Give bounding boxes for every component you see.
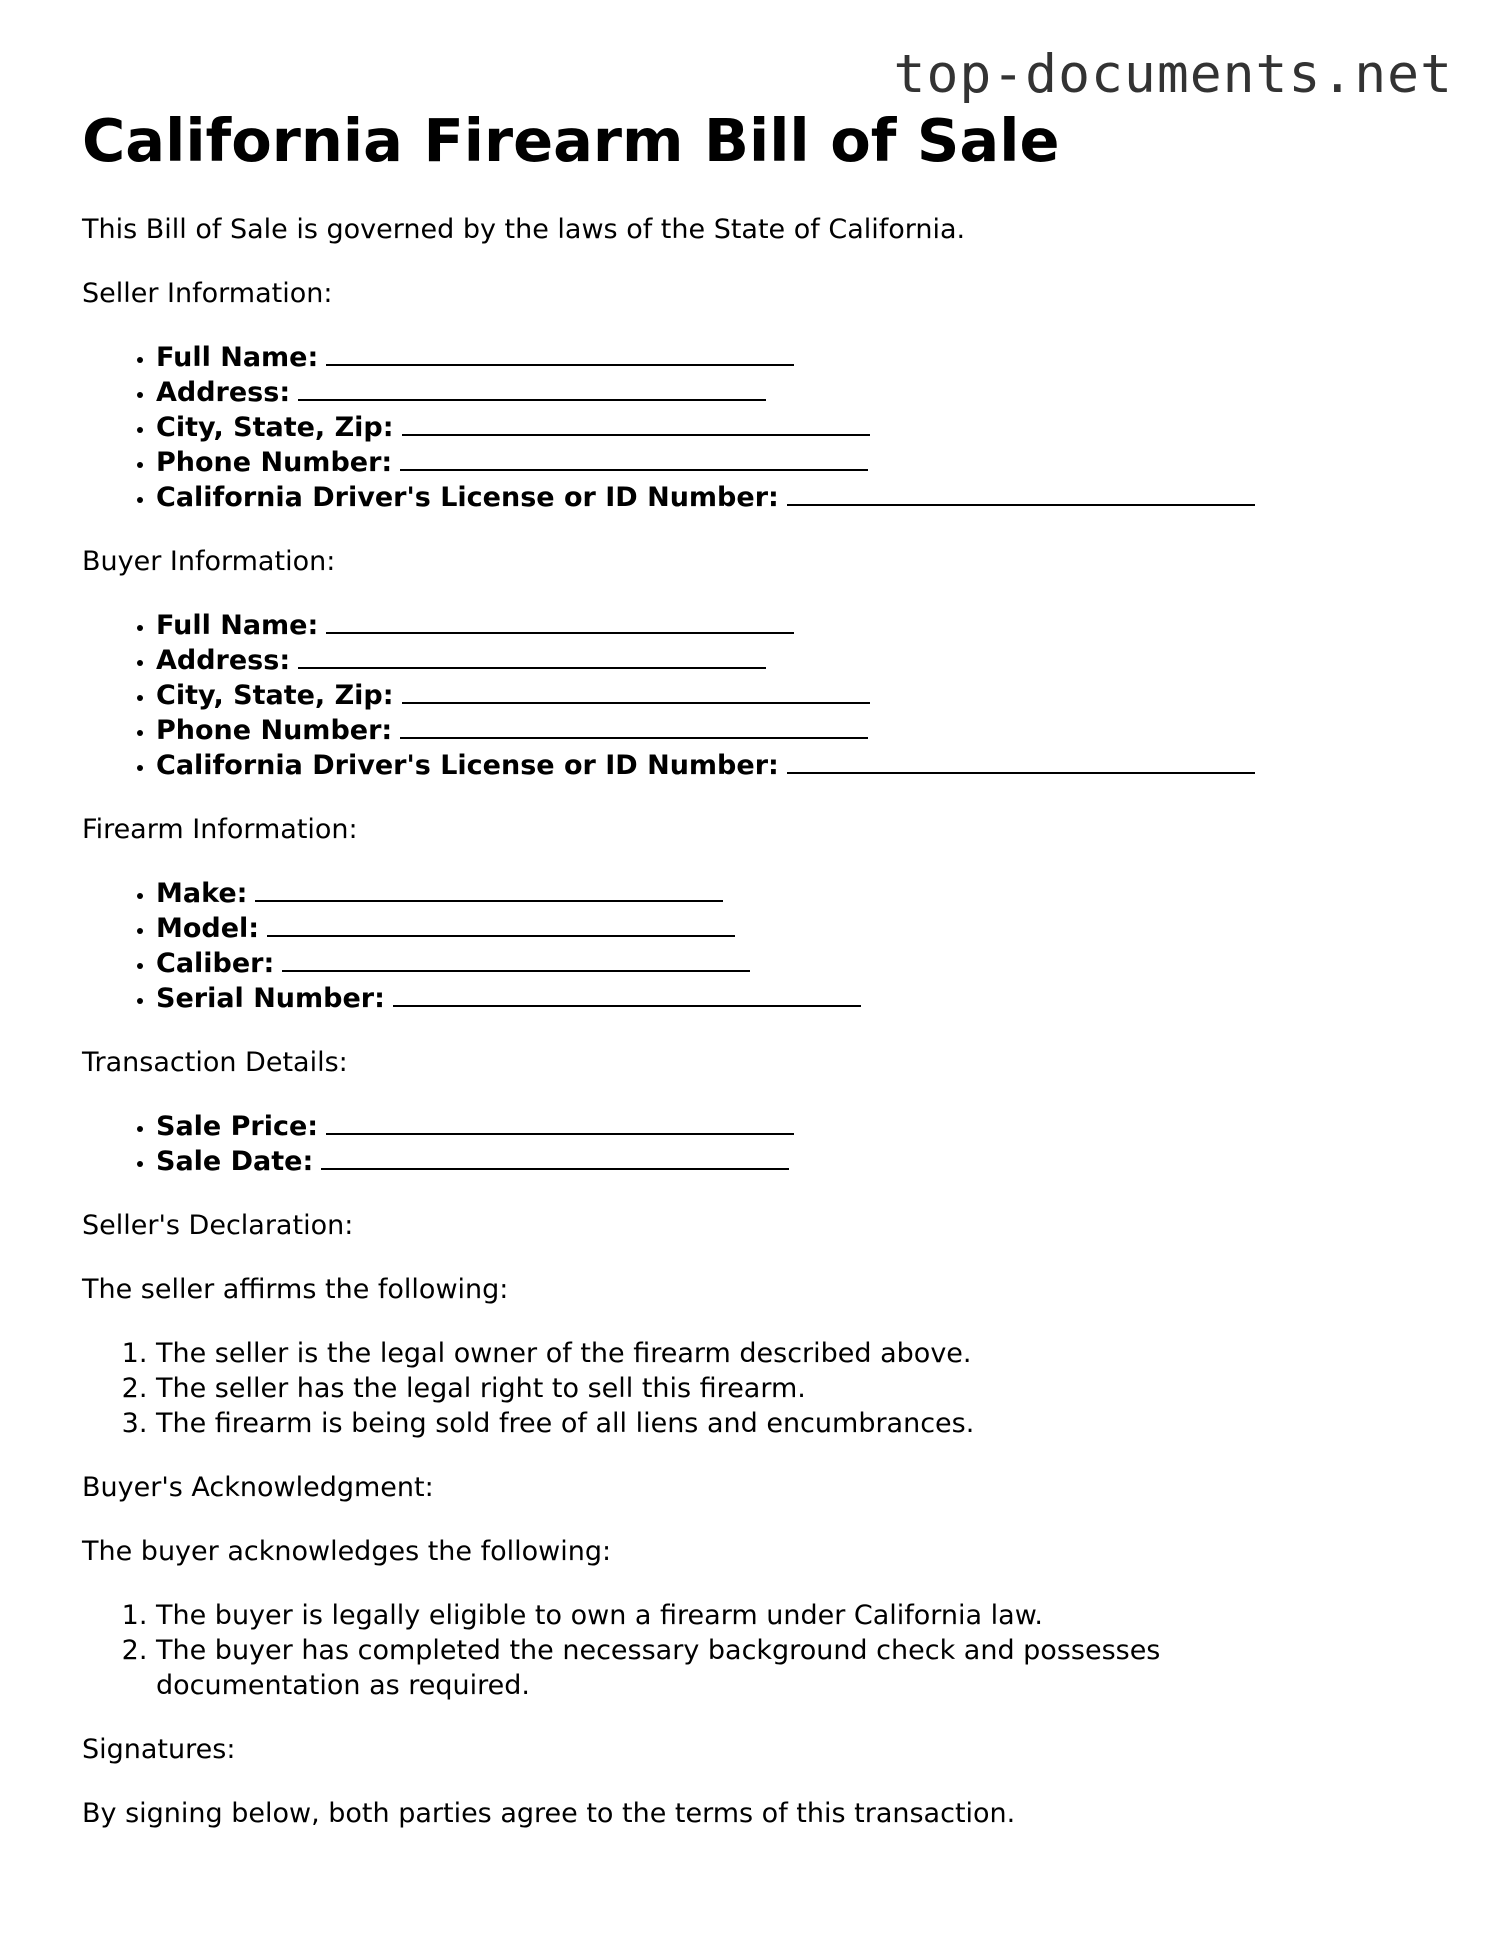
seller-address-field — [156, 375, 1422, 410]
firearm-info-heading: Firearm Information: — [82, 814, 358, 845]
list-item: 1. The seller is the legal owner of the firearm described above. — [156, 1336, 1422, 1371]
field-label: Address: — [156, 645, 291, 676]
document-page — [82, 102, 1422, 1831]
seller-declaration-heading: Seller's Declaration: — [82, 1210, 354, 1241]
field-label: City, State, Zip: — [156, 412, 394, 443]
fill-in-line[interactable] — [326, 1109, 794, 1135]
seller-full-name-field — [156, 340, 1422, 375]
firearm-caliber-field — [156, 946, 1422, 981]
fill-in-line[interactable] — [298, 643, 766, 669]
buyer-acknowledgment-intro: The buyer acknowledges the following: — [82, 1536, 612, 1567]
transaction-fields-list — [82, 1109, 1422, 1179]
firearm-serial-field — [156, 981, 1422, 1016]
list-item: 2. The buyer has completed the necessary background check and possesses documentation as required. — [156, 1633, 1356, 1703]
buyer-address-field — [156, 643, 1422, 678]
buyer-phone-field — [156, 713, 1422, 748]
fill-in-line[interactable] — [402, 410, 870, 436]
transaction-heading: Transaction Details: — [82, 1047, 348, 1078]
field-label: California Driver's License or ID Number: — [156, 482, 779, 513]
list-item: 1. The buyer is legally eligible to own a firearm under California law. — [156, 1598, 1356, 1633]
signatures-heading: Signatures: — [82, 1734, 236, 1765]
fill-in-line[interactable] — [400, 713, 868, 739]
fill-in-line[interactable] — [282, 946, 750, 972]
buyer-city-state-zip-field — [156, 678, 1422, 713]
buyer-acknowledgment-list — [82, 1598, 1356, 1703]
firearm-model-field — [156, 911, 1422, 946]
buyer-full-name-field — [156, 608, 1422, 643]
field-label: Sale Date: — [156, 1146, 314, 1177]
fill-in-line[interactable] — [393, 981, 861, 1007]
sale-price-field — [156, 1109, 1422, 1144]
buyer-info-heading: Buyer Information: — [82, 546, 336, 577]
document-title: California Firearm Bill of Sale — [82, 106, 1060, 175]
seller-phone-field — [156, 445, 1422, 480]
field-label: Full Name: — [156, 610, 319, 641]
seller-declaration-intro: The seller affirms the following: — [82, 1274, 509, 1305]
fill-in-line[interactable] — [326, 608, 794, 634]
fill-in-line[interactable] — [787, 480, 1255, 506]
buyer-license-field — [156, 748, 1422, 783]
field-label: Phone Number: — [156, 447, 393, 478]
field-label: Caliber: — [156, 948, 275, 979]
fill-in-line[interactable] — [321, 1144, 789, 1170]
field-label: City, State, Zip: — [156, 680, 394, 711]
fill-in-line[interactable] — [400, 445, 868, 471]
fill-in-line[interactable] — [255, 876, 723, 902]
buyer-fields-list — [82, 608, 1422, 783]
field-label: Make: — [156, 878, 248, 909]
seller-license-field — [156, 480, 1422, 515]
field-label: Full Name: — [156, 342, 319, 373]
fill-in-line[interactable] — [402, 678, 870, 704]
fill-in-line[interactable] — [787, 748, 1255, 774]
signatures-text: By signing below, both parties agree to the terms of this transaction. — [82, 1798, 1016, 1829]
buyer-acknowledgment-heading: Buyer's Acknowledgment: — [82, 1472, 434, 1503]
list-item: 3. The firearm is being sold free of all liens and encumbrances. — [156, 1406, 1422, 1441]
field-label: Model: — [156, 913, 260, 944]
seller-declaration-list — [82, 1336, 1422, 1441]
seller-fields-list — [82, 340, 1422, 515]
seller-city-state-zip-field — [156, 410, 1422, 445]
watermark: top-documents.net — [893, 44, 1453, 105]
list-item: 2. The seller has the legal right to sell this firearm. — [156, 1371, 1422, 1406]
field-label: California Driver's License or ID Number: — [156, 750, 779, 781]
field-label: Phone Number: — [156, 715, 393, 746]
field-label: Serial Number: — [156, 983, 385, 1014]
sale-date-field — [156, 1144, 1422, 1179]
firearm-fields-list — [82, 876, 1422, 1016]
fill-in-line[interactable] — [326, 340, 794, 366]
fill-in-line[interactable] — [298, 375, 766, 401]
firearm-make-field — [156, 876, 1422, 911]
field-label: Sale Price: — [156, 1111, 319, 1142]
intro-text: This Bill of Sale is governed by the laws of the State of California. — [82, 214, 966, 245]
fill-in-line[interactable] — [267, 911, 735, 937]
seller-info-heading: Seller Information: — [82, 278, 333, 309]
field-label: Address: — [156, 377, 291, 408]
